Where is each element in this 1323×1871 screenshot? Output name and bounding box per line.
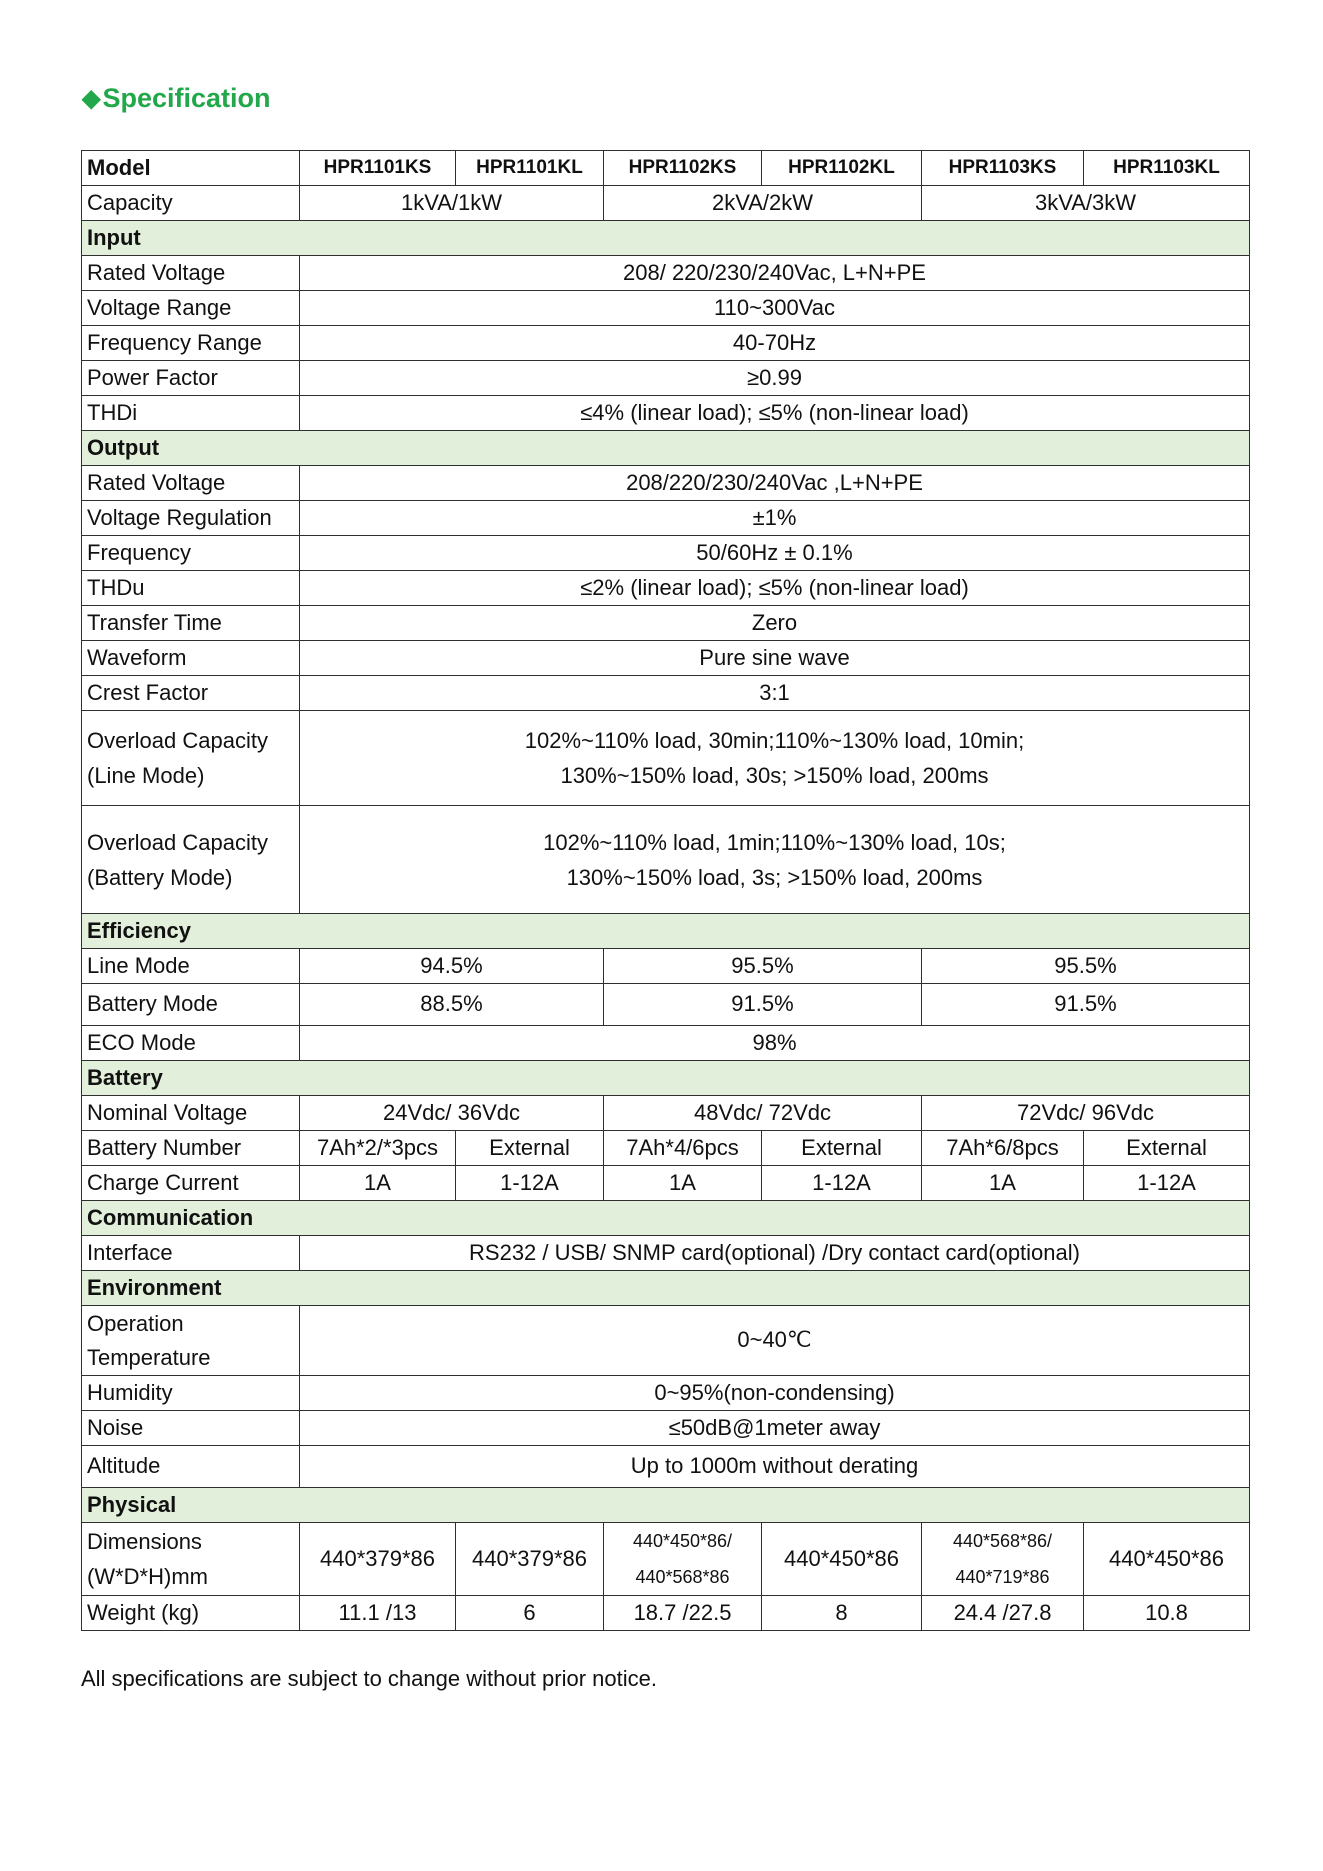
row-label [82,806,300,914]
row-label: Line Mode [82,949,300,984]
row-label: Battery Mode [82,984,300,1026]
row-label-line: (Battery Mode) [87,864,233,890]
table-row [82,571,1250,606]
table-row [82,806,1250,914]
row-label: Frequency [82,536,300,571]
row-label: Nominal Voltage [82,1096,300,1131]
cell-value: RS232 / USB/ SNMP card(optional) /Dry contact card(optional) [300,1236,1250,1271]
cell-value: 1A [300,1166,456,1201]
model-name: HPR1103KS [922,151,1084,186]
row-label: Rated Voltage [82,256,300,291]
table-row [82,291,1250,326]
row-label-line: Overload Capacity [87,728,268,753]
cell-value: 91.5% [604,984,922,1026]
cell-value: 110~300Vac [300,291,1250,326]
table-row [82,1376,1250,1411]
footnote: All specifications are subject to change without prior notice. [81,1666,657,1691]
cell-value-line: 102%~110% load, 1min;110%~130% load, 10s; [543,829,1006,855]
cell-value: 0~40℃ [300,1306,1250,1376]
table-row [82,641,1250,676]
section-row-physical [82,1488,1250,1523]
table-row [82,1411,1250,1446]
cell-value: 440*379*86 [300,1523,456,1596]
cell-value: 7Ah*4/6pcs [604,1131,762,1166]
row-label [82,711,300,806]
table-row [82,361,1250,396]
model-name: HPR1102KS [604,151,762,186]
table-row [82,1026,1250,1061]
row-label: Weight (kg) [82,1596,300,1631]
section-title: Output [82,431,1250,466]
row-label: Waveform [82,641,300,676]
table-row [82,949,1250,984]
row-label-line: Temperature [87,1344,211,1370]
section-row-input [82,221,1250,256]
cell-value [922,1523,1084,1596]
cell-value: 94.5% [300,949,604,984]
row-label: Transfer Time [82,606,300,641]
section-title: Input [82,221,1250,256]
cell-value: 1A [604,1166,762,1201]
row-label-line: Operation [87,1310,184,1336]
model-name: HPR1101KS [300,151,456,186]
cell-value: 3kVA/3kW [922,186,1250,221]
section-row-efficiency [82,914,1250,949]
cell-value: 1-12A [456,1166,604,1201]
cell-value: 8 [762,1596,922,1631]
section-title: Battery [82,1061,1250,1096]
row-label: THDi [82,396,300,431]
row-label: Battery Number [82,1131,300,1166]
cell-value: 440*450*86 [1084,1523,1250,1596]
cell-value [300,711,1250,806]
table-row [82,256,1250,291]
table-row [82,1446,1250,1488]
cell-value: 10.8 [1084,1596,1250,1631]
table-row [82,1523,1250,1596]
cell-value: 18.7 /22.5 [604,1596,762,1631]
cell-value: ≤2% (linear load); ≤5% (non-linear load) [300,571,1250,606]
table-row [82,396,1250,431]
row-label-line: (Line Mode) [87,763,205,788]
capacity-row [82,186,1250,221]
row-label-line: Overload Capacity [87,829,268,855]
section-title: Environment [82,1271,1250,1306]
section-row-communication [82,1201,1250,1236]
cell-value: 95.5% [922,949,1250,984]
table-row [82,1166,1250,1201]
row-label [82,1523,300,1596]
row-label [82,1306,300,1376]
row-label: Frequency Range [82,326,300,361]
section-title: Communication [82,1201,1250,1236]
row-label: Crest Factor [82,676,300,711]
table-row [82,984,1250,1026]
cell-value: 72Vdc/ 96Vdc [922,1096,1250,1131]
cell-value: 24Vdc/ 36Vdc [300,1096,604,1131]
cell-value: ≥0.99 [300,361,1250,396]
cell-value: 91.5% [922,984,1250,1026]
table-row [82,606,1250,641]
cell-value: External [456,1131,604,1166]
heading-text: Specification [102,82,271,113]
model-header-row [82,151,1250,186]
table-row [82,1236,1250,1271]
cell-value: 0~95%(non-condensing) [300,1376,1250,1411]
cell-value-line: 440*568*86/ [952,1531,1053,1551]
cell-value-line: 440*568*86 [635,1567,730,1587]
model-name: HPR1102KL [762,151,922,186]
cell-value: External [762,1131,922,1166]
cell-value: 1kVA/1kW [300,186,604,221]
cell-value: 440*450*86 [762,1523,922,1596]
section-row-environment [82,1271,1250,1306]
row-label: Noise [82,1411,300,1446]
section-row-battery [82,1061,1250,1096]
row-label: Voltage Range [82,291,300,326]
cell-value: ≤50dB@1meter away [300,1411,1250,1446]
table-row [82,536,1250,571]
cell-value-line: 130%~150% load, 30s; >150% load, 200ms [560,763,989,788]
cell-value: 7Ah*2/*3pcs [300,1131,456,1166]
cell-value: 7Ah*6/8pcs [922,1131,1084,1166]
cell-value: 2kVA/2kW [604,186,922,221]
cell-value: 95.5% [604,949,922,984]
table-row [82,1096,1250,1131]
section-row-output [82,431,1250,466]
cell-value: External [1084,1131,1250,1166]
row-label: Capacity [82,186,300,221]
row-label: Rated Voltage [82,466,300,501]
model-name: HPR1103KL [1084,151,1250,186]
row-label-line: Dimensions [87,1529,202,1554]
table-row [82,466,1250,501]
table-row [82,501,1250,536]
row-label: Humidity [82,1376,300,1411]
model-name: HPR1101KL [456,151,604,186]
table-row [82,711,1250,806]
cell-value-line: 440*719*86 [955,1567,1050,1587]
cell-value: 6 [456,1596,604,1631]
table-row [82,326,1250,361]
row-label: Interface [82,1236,300,1271]
cell-value: 48Vdc/ 72Vdc [604,1096,922,1131]
model-label: Model [82,151,300,186]
cell-value: Pure sine wave [300,641,1250,676]
row-label: Charge Current [82,1166,300,1201]
row-label: Voltage Regulation [82,501,300,536]
row-label: THDu [82,571,300,606]
cell-value-line: 102%~110% load, 30min;110%~130% load, 10min; [524,728,1025,753]
table-row [82,1131,1250,1166]
section-heading [82,78,271,118]
cell-value: 208/ 220/230/240Vac, L+N+PE [300,256,1250,291]
specification-table [81,150,1250,1631]
table-row [82,676,1250,711]
cell-value: 88.5% [300,984,604,1026]
row-label: Power Factor [82,361,300,396]
cell-value: 440*379*86 [456,1523,604,1596]
cell-value: 1-12A [1084,1166,1250,1201]
cell-value: 1-12A [762,1166,922,1201]
cell-value: ≤4% (linear load); ≤5% (non-linear load) [300,396,1250,431]
row-label-line: (W*D*H)mm [87,1564,208,1589]
cell-value: 40-70Hz [300,326,1250,361]
row-label: ECO Mode [82,1026,300,1061]
table-row [82,1596,1250,1631]
section-title: Efficiency [82,914,1250,949]
cell-value: 1A [922,1166,1084,1201]
cell-value [604,1523,762,1596]
cell-value [300,806,1250,914]
diamond-icon: ◆ [82,84,101,112]
cell-value: 50/60Hz ± 0.1% [300,536,1250,571]
cell-value: 11.1 /13 [300,1596,456,1631]
section-title: Physical [82,1488,1250,1523]
cell-value: 208/220/230/240Vac ,L+N+PE [300,466,1250,501]
cell-value: 3:1 [300,676,1250,711]
cell-value-line: 130%~150% load, 3s; >150% load, 200ms [566,864,983,890]
cell-value: 24.4 /27.8 [922,1596,1084,1631]
cell-value: 98% [300,1026,1250,1061]
table-row [82,1306,1250,1376]
cell-value: ±1% [300,501,1250,536]
cell-value: Zero [300,606,1250,641]
row-label: Altitude [82,1446,300,1488]
cell-value-line: 440*450*86/ [632,1531,733,1551]
cell-value: Up to 1000m without derating [300,1446,1250,1488]
